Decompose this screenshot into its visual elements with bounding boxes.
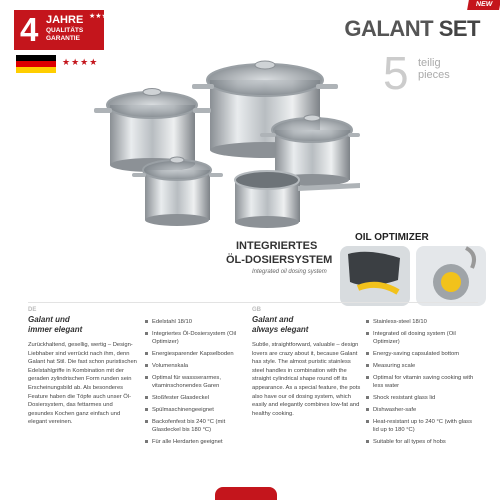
guarantee-line1: JAHRE (46, 14, 84, 26)
guarantee-years: 4 (20, 11, 39, 48)
lang-gb: GB (252, 307, 261, 313)
list-item: Spülmaschinengeeignet (145, 406, 240, 415)
medium-pot-left (94, 89, 211, 173)
de-body: Zurückhaltend, gesellig, wertig – Design-Liebhaber sind verrückt nach ihm, denn Galant hat Stil. Die fast schon puristischen Edelstahlgriffe in Kombination mit der geraden zylindrischen Form runden sein Erscheinungsbild ab. Als besonderes Feature haben die Töpfe auch unser Öl-Dosiersystem, das fettarmes und gesundes Kochen ganz einfach und elegant vereinen. (28, 342, 137, 426)
product-title (344, 16, 480, 42)
list-item: Heat-resistant up to 240 °C (with glass lid up to 180 °C) (366, 418, 478, 435)
guarantee-line2: QUALITÄTS (46, 27, 84, 34)
list-item: Suitable for all types of hobs (366, 438, 478, 447)
german-flag-icon (16, 55, 56, 73)
gb-heading-line2: always elegant (252, 325, 309, 334)
list-item: Volumenskala (145, 362, 240, 371)
gb-heading-line1: Galant and (252, 315, 294, 324)
piece-count: 5 (383, 47, 409, 99)
list-item: Optimal für wassserarmes, vitaminschonendes Garen (145, 374, 240, 391)
piece-unit-en: pieces (418, 69, 450, 81)
list-item: Für alle Herdarten geeignet (145, 438, 240, 447)
list-item: Stainless-steel 18/10 (366, 318, 478, 327)
gb-feature-list (366, 318, 478, 450)
small-pot (132, 157, 223, 226)
list-item: Integrated oil dosing system (Oil Optimizer) (366, 330, 478, 347)
list-item: Measuring scale (366, 362, 478, 371)
flag-stars: ★★★★ (62, 57, 99, 67)
bottom-red-tab (215, 487, 277, 500)
product-name: GALANT (344, 16, 434, 41)
oil-optimizer-text: OIL OPTIMIZER (355, 232, 429, 243)
list-item: Energy-saving capsulated bottom (366, 350, 478, 359)
de-heading-line1: Galant und (28, 315, 70, 324)
list-item: Dishwasher-safe (366, 406, 478, 415)
list-item: Integriertes Öl-Dosiersystem (Oil Optimizer) (145, 330, 240, 347)
de-heading-line2: immer elegant (28, 325, 83, 334)
gb-body: Subtle, straightforward, valuable – design lovers are crazy about it, because Galant has style. The almost puristic stainless steel handles in combination with the straight cylindrical shape round off its appearance. As a special feature, the pots also have our oil dosing system, which easily and elegantly combines low-fat and healthy cooking. (252, 342, 361, 417)
system-heading-line2: ÖL-DOSIERSYSTEM (226, 254, 333, 266)
list-item: Stoßfester Glasdeckel (145, 394, 240, 403)
list-item: Shock resistant glass lid (366, 394, 478, 403)
lang-de: DE (28, 307, 37, 313)
de-feature-list (145, 318, 240, 450)
oil-optimizer-label (355, 232, 429, 243)
guarantee-line3: GARANTIE (46, 35, 80, 42)
oil-optimizer-image (338, 244, 488, 310)
system-subtitle: Integrated oil dosing system (252, 269, 327, 275)
system-heading-line1: INTEGRIERTES (236, 240, 318, 252)
piece-unit-de: teilig (418, 57, 441, 69)
list-item: Backofenfest bis 240 °C (mit Glasdeckel bis 180 °C) (145, 418, 240, 435)
cookware-set-image (80, 50, 360, 240)
product-set: SET (438, 16, 480, 41)
list-item: Optimal for vitamin saving cooking with less water (366, 374, 478, 391)
guarantee-badge (14, 10, 108, 50)
list-item: Edelstahl 18/10 (145, 318, 240, 327)
section-divider (28, 302, 478, 303)
guarantee-stars: ★★★ (89, 13, 108, 20)
new-tag: NEW (467, 0, 500, 10)
list-item: Energiesparender Kapselboden (145, 350, 240, 359)
